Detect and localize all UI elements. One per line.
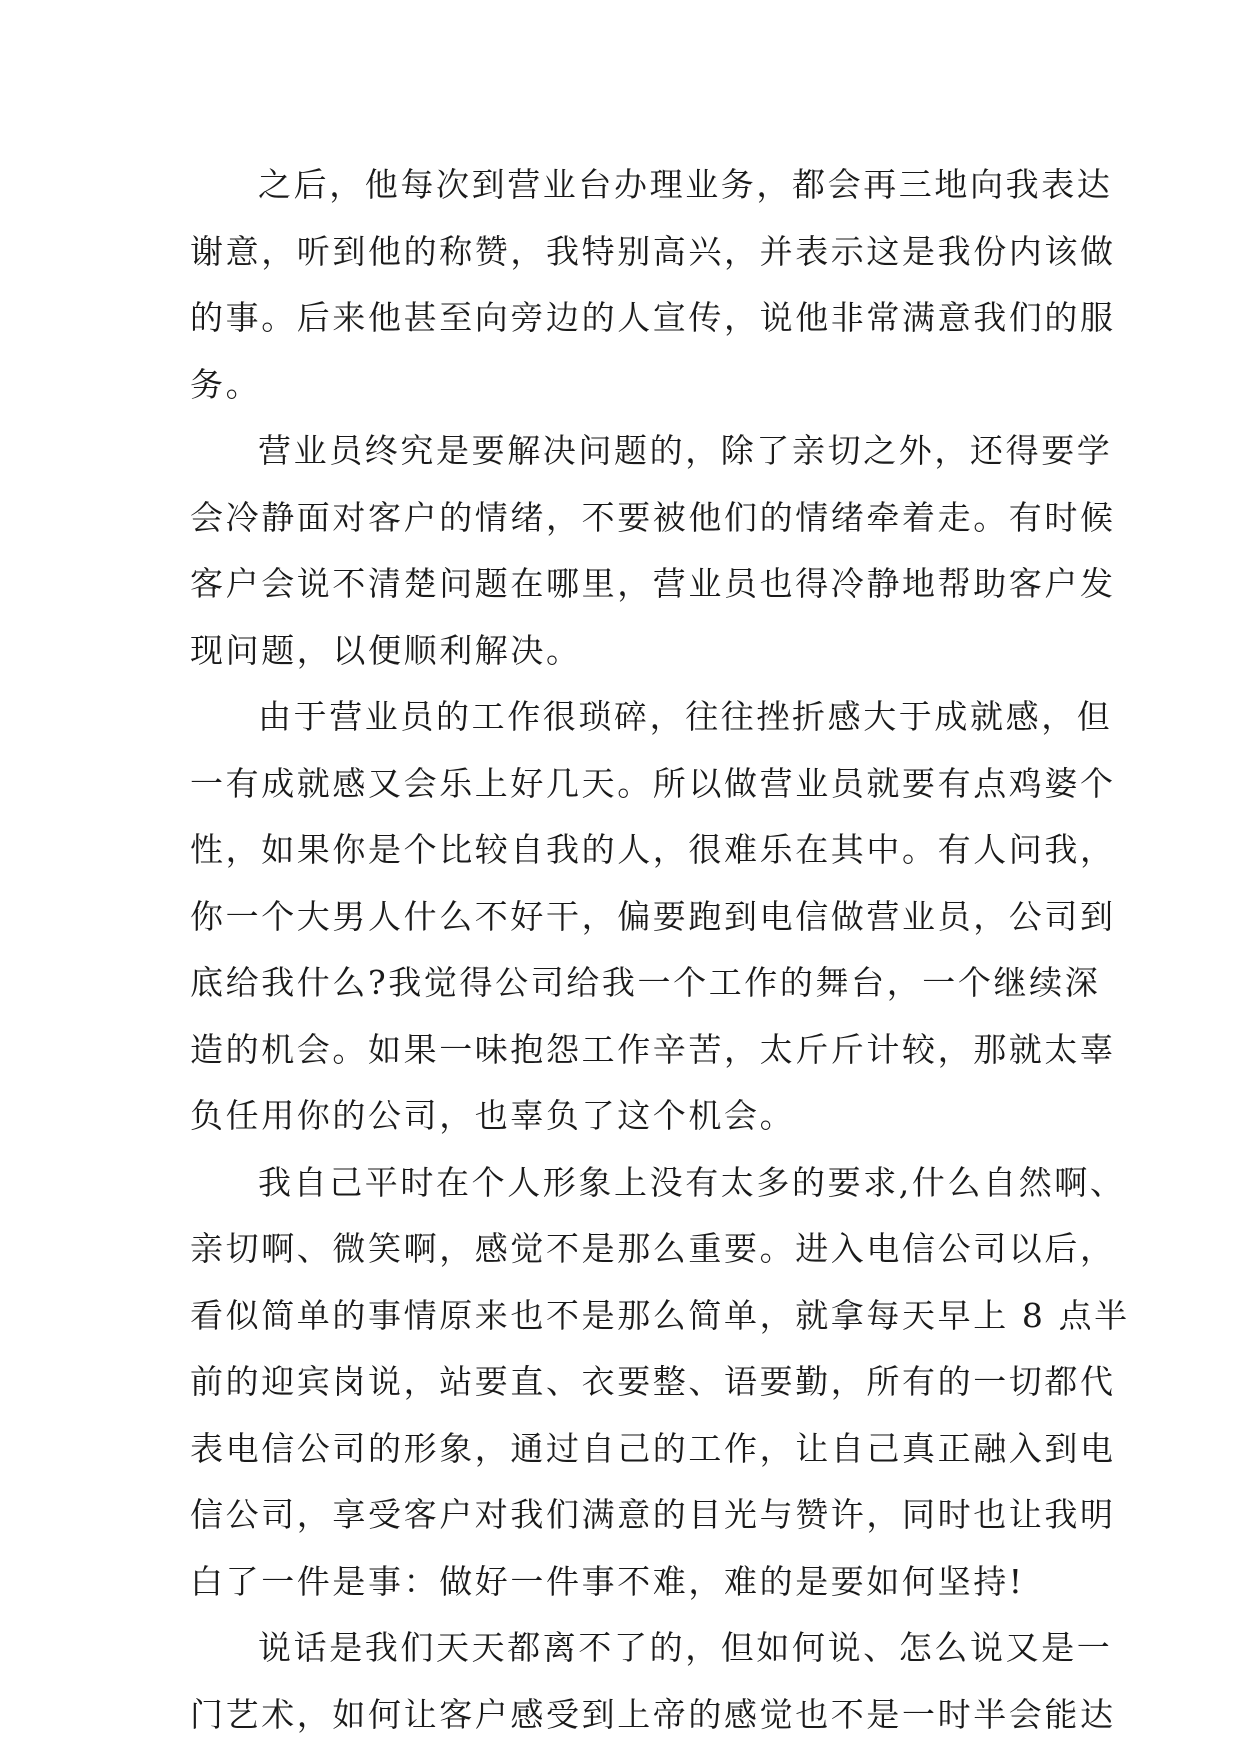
text-line: 造的机会。如果一味抱怨工作辛苦，太斤斤计较，那就太辜	[190, 1029, 1116, 1069]
text-line: 由于营业员的工作很琐碎，往往挫折感大于成就感，但	[258, 697, 1113, 736]
text-line: 亲切啊、微笑啊，感觉不是那么重要。进入电信公司以后，	[190, 1229, 1116, 1268]
text-line: 门艺术，如何让客户感受到上帝的感觉也不是一时半会能达	[190, 1694, 1116, 1734]
text-line: 前的迎宾岗说，站要直、衣要整、语要勤，所有的一切都代	[190, 1362, 1116, 1401]
text-line: 白了一件是事：做好一件事不难，难的是要如何坚持!	[190, 1561, 1025, 1601]
text-line: 底给我什么?我觉得公司给我一个工作的舞台，一个继续深	[190, 963, 1101, 1002]
text-line: 营业员终究是要解决问题的，除了亲切之外，还得要学	[258, 431, 1113, 470]
text-line: 之后，他每次到营业台办理业务，都会再三地向我表达	[258, 165, 1113, 204]
text-line: 会冷静面对客户的情绪，不要被他们的情绪牵着走。有时候	[190, 497, 1116, 537]
text-line: 一有成就感又会乐上好几天。所以做营业员就要有点鸡婆个	[190, 763, 1116, 803]
text-line: 客户会说不清楚问题在哪里，营业员也得冷静地帮助客户发	[190, 564, 1116, 603]
text-line: 信公司，享受客户对我们满意的目光与赞许，同时也让我明	[190, 1495, 1116, 1534]
text-line: 你一个大男人什么不好干，偏要跑到电信做营业员，公司到	[190, 896, 1116, 936]
text-line: 我自己平时在个人形象上没有太多的要求,什么自然啊、	[258, 1162, 1126, 1202]
text-line: 务。	[190, 364, 262, 404]
text-line: 负任用你的公司，也辜负了这个机会。	[190, 1096, 796, 1135]
text-line: 的事。后来他甚至向旁边的人宣传，说他非常满意我们的服	[190, 298, 1116, 337]
text-line: 看似简单的事情原来也不是那么简单，就拿每天早上 8 点半	[190, 1295, 1130, 1335]
text-line: 性，如果你是个比较自我的人，很难乐在其中。有人问我，	[190, 830, 1116, 869]
text-line: 谢意，听到他的称赞，我特别高兴，并表示这是我份内该做	[190, 231, 1116, 271]
text-line: 现问题，以便顺利解决。	[190, 630, 582, 670]
text-line: 说话是我们天天都离不了的，但如何说、怎么说又是一	[258, 1628, 1113, 1667]
text-line: 表电信公司的形象，通过自己的工作，让自己真正融入到电	[190, 1428, 1116, 1468]
body-text	[190, 152, 1130, 1748]
